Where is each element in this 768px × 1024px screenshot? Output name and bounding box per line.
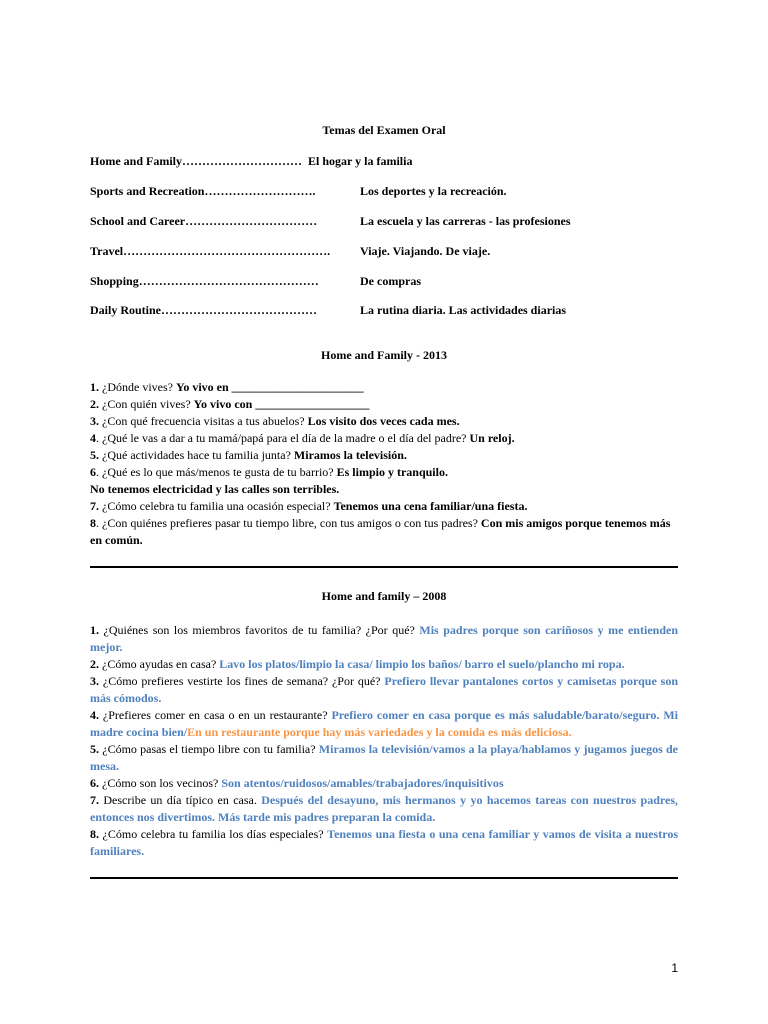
topic-row: [90, 303, 567, 318]
question-number: 5.: [90, 742, 99, 756]
question-text: ¿Cómo son los vecinos?: [99, 776, 222, 790]
question-text: ¿Dónde vives?: [99, 380, 176, 394]
question-number: 6.: [90, 776, 99, 790]
answer-text: Tenemos una cena familiar/una fiesta.: [333, 499, 528, 513]
question-text: . ¿Con quiénes prefieres pasar tu tiempo libre, con tus amigos o con tus padres?: [96, 516, 481, 530]
topic-spanish: Viaje. Viajando. De viaje.: [360, 244, 491, 258]
question-text: . ¿Qué es lo que más/menos te gusta de tu barrio?: [96, 465, 337, 479]
question-item: [90, 741, 678, 775]
question-text: ¿Qué actividades hace tu familia junta?: [99, 448, 294, 462]
question-item: [90, 464, 678, 481]
question-list: [90, 379, 678, 549]
answer-text: Yo vivo con ___________________: [193, 397, 370, 411]
topic-row: [90, 214, 571, 229]
question-number: 5.: [90, 448, 99, 462]
question-list: [90, 622, 678, 860]
question-item: [90, 775, 678, 792]
document-title: Temas del Examen Oral: [322, 123, 446, 137]
topic-spanish: La escuela y las carreras - las profesiones: [360, 214, 571, 228]
topic-row: [90, 184, 507, 199]
question-text: ¿Cómo ayudas en casa?: [99, 657, 220, 671]
answer-text: Con mis amigos porque tenemos más en común.: [90, 516, 671, 547]
question-number: 8.: [90, 827, 99, 841]
answer-text: Prefiero comer en casa porque es más saludable/barato/seguro. Mi madre cocina bien/: [90, 708, 678, 739]
answer-text: Yo vivo en ______________________: [175, 380, 364, 394]
answer-text: Miramos la televisión.: [293, 448, 407, 462]
answer-text: Miramos la televisión/vamos a la playa/hablamos y jugamos juegos de mesa.: [90, 742, 678, 773]
question-item: [90, 379, 678, 396]
answer-text: Lavo los platos/limpio la casa/ limpio los baños/ barro el suelo/plancho mi ropa.: [219, 657, 625, 671]
topic-row: [90, 244, 491, 259]
topic-english: Daily Routine…………………………………: [90, 303, 318, 317]
topic-english: Home and Family…………………………: [90, 154, 302, 168]
question-text: . ¿Qué le vas a dar a tu mamá/papá para el día de la madre o el día del padre?: [96, 431, 470, 445]
question-item: [90, 430, 678, 447]
answer-text: Es limpio y tranquilo.: [336, 465, 448, 479]
question-item: [90, 792, 678, 826]
question-number: 7.: [90, 499, 99, 513]
question-number: 7.: [90, 793, 99, 807]
answer-text: Son atentos/ruidosos/amables/trabajadores/inquisitivos: [221, 776, 504, 790]
answer-text: Un reloj.: [469, 431, 515, 445]
question-text: ¿Con qué frecuencia visitas a tus abuelos?: [99, 414, 308, 428]
question-number: 4.: [90, 708, 99, 722]
question-item: [90, 498, 678, 515]
question-text: ¿Cómo pasas el tiempo libre con tu familia?: [99, 742, 319, 756]
topic-spanish: El hogar y la familia: [308, 154, 413, 168]
answer-text: No tenemos electricidad y las calles son terribles.: [90, 482, 340, 496]
answer-text: Los visito dos veces cada mes.: [307, 414, 460, 428]
question-number: 1.: [90, 380, 99, 394]
question-item: [90, 447, 678, 464]
question-text: ¿Quiénes son los miembros favoritos de tu familia? ¿Por qué?: [99, 623, 420, 637]
question-item: [90, 515, 678, 549]
question-text: ¿Cómo celebra tu familia una ocasión especial?: [99, 499, 334, 513]
question-number: 4: [90, 431, 96, 445]
topic-english: Shopping………………………………………: [90, 274, 319, 288]
question-text: ¿Cómo celebra tu familia los días especiales?: [99, 827, 328, 841]
section-heading: Home and Family - 2013: [321, 348, 447, 362]
question-number: 6: [90, 465, 96, 479]
question-text: ¿Con quién vives?: [99, 397, 194, 411]
question-number: 1.: [90, 623, 99, 637]
question-number: 2.: [90, 397, 99, 411]
question-text: Describe un día típico en casa.: [99, 793, 262, 807]
topic-spanish: De compras: [360, 274, 421, 288]
question-number: 3.: [90, 414, 99, 428]
answer-alternative-text: En un restaurante porque hay más variedades y la comida es más deliciosa.: [187, 725, 572, 739]
question-number: 2.: [90, 657, 99, 671]
question-item: [90, 413, 678, 430]
topic-row: [90, 274, 421, 289]
question-number: 8: [90, 516, 96, 530]
topic-english: Sports and Recreation……………………….: [90, 184, 316, 198]
answer-text: Mis padres porque son cariñosos y me entienden mejor.: [90, 623, 678, 654]
page-number: 1: [671, 961, 678, 975]
question-text: ¿Cómo prefieres vestirte los fines de semana? ¿Por qué?: [99, 674, 385, 688]
answer-text: Después del desayuno, mis hermanos y yo hacemos tareas con nuestros padres, entonces nos divertimos. Más tarde mis padres preparan la comida.: [90, 793, 678, 824]
topic-spanish: La rutina diaria. Las actividades diarias: [360, 303, 567, 317]
topic-english: School and Career……………………………: [90, 214, 318, 228]
question-item: [90, 656, 678, 673]
question-item: [90, 673, 678, 707]
question-number: 3.: [90, 674, 99, 688]
question-item: [90, 622, 678, 656]
topic-spanish: Los deportes y la recreación.: [360, 184, 507, 198]
question-item: [90, 396, 678, 413]
section-divider: [90, 877, 678, 879]
question-text: ¿Prefieres comer en casa o en un restaurante?: [99, 708, 332, 722]
topic-english: Travel…………………………………………….: [90, 244, 331, 258]
topic-row: [90, 154, 412, 169]
question-item: [90, 826, 678, 860]
answer-text: Tenemos una fiesta o una cena familiar y vamos de visita a nuestros familiares.: [90, 827, 678, 858]
question-item: [90, 481, 678, 498]
section-heading: Home and family – 2008: [321, 589, 447, 603]
section-divider: [90, 566, 678, 568]
answer-text: Prefiero llevar pantalones cortos y camisetas porque son más cómodos.: [90, 674, 679, 705]
question-item: [90, 707, 678, 741]
